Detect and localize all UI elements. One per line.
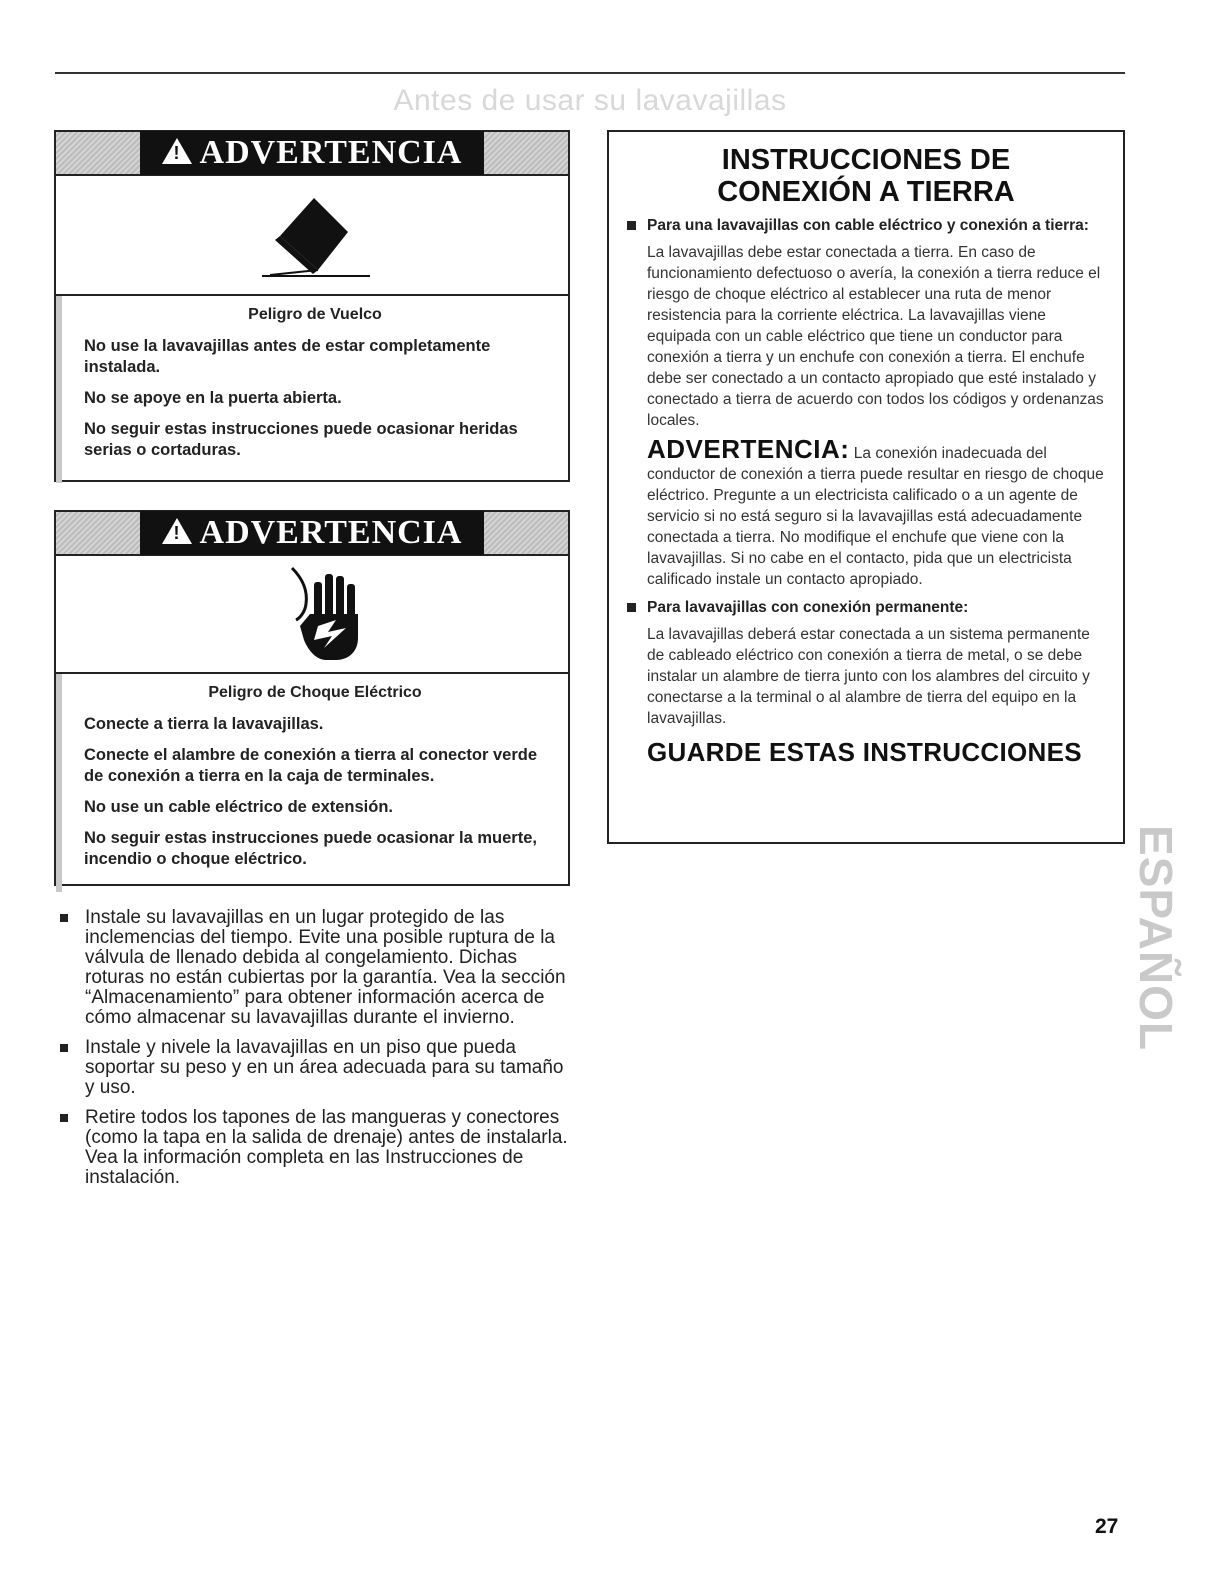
warning-line: No use un cable eléctrico de extensión.: [84, 798, 394, 816]
grounding-instructions-box: [607, 130, 1125, 844]
alert-triangle-icon: !: [162, 518, 192, 544]
list-item: Retire todos los tapones de las mangueras y conectores (como la tapa en la salida de drenaje) antes de instalarla. Vea la información completa en las Instrucciones de instalación.: [58, 1108, 578, 1188]
grounding-paragraph: La lavavajillas deberá estar conectada a un sistema permanente de cableado eléctrico con conexión a tierra de metal, o se debe instalar un alambre de tierra junto con los alambres del circuito y conectarse a la terminal o al alambre de tierra del equipo en la lavavajillas.: [647, 626, 1090, 727]
list-item: Instale y nivele la lavavajillas en un piso que pueda soportar su peso y en un área adecuada para su tamaño y uso.: [58, 1038, 578, 1098]
tip-over-hazard-icon: [56, 176, 572, 296]
top-rule: [55, 72, 1125, 74]
warning-box-tip-over: [54, 130, 570, 482]
warning-line: No se apoye en la puerta abierta.: [84, 389, 342, 407]
grounding-title: [625, 144, 1107, 208]
hazard-heading: Peligro de Choque Eléctrico: [208, 684, 422, 701]
language-side-tab: [1130, 820, 1183, 1055]
warning-text: [56, 674, 568, 892]
list-item: Instale su lavavajillas en un lugar protegido de las inclemencias del tiempo. Evite una posible ruptura de la válvula de llenado debida al congelamiento. Dichas roturas no están cubiertas por la garantía. Vea la sección “Almacenamiento” para obtener información acerca de cómo almacenar su lavavajillas durante el invierno.: [58, 908, 578, 1028]
warning-banner: [56, 512, 568, 556]
warning-line: No seguir estas instrucciones puede ocasionar la muerte, incendio o choque eléctrico.: [84, 829, 537, 868]
page-number: 27: [1095, 1515, 1119, 1538]
grounding-bullet: Para una lavavajillas con cable eléctrico y conexión a tierra:: [625, 216, 1107, 236]
hazard-heading: Peligro de Vuelco: [248, 306, 382, 323]
warning-text: [56, 296, 568, 483]
warning-banner: [56, 132, 568, 176]
warning-line: Conecte el alambre de conexión a tierra al conector verde de conexión a tierra en la caja de terminales.: [84, 746, 538, 785]
grounding-paragraph: La lavavajillas debe estar conectada a tierra. En caso de funcionamiento defectuoso o avería, la conexión a tierra reduce el riesgo de choque eléctrico al establecer una ruta de menor resistencia para la corriente eléctrica. La lavavajillas viene equipada con un cable eléctrico que tiene un conductor para conexión a tierra y un enchufe con conexión a tierra. El enchufe debe ser conectado a un contacto apropiado que esté instalado y conectado a tierra de acuerdo con todos los códigos y ordenanzas locales.: [647, 244, 1104, 429]
grounding-warning-text: La conexión inadecuada del conductor de conexión a tierra puede resultar en riesgo de choque eléctrico. Pregunte a un electricista calificado o a un agente de servicio si no está seguro si la lavavajillas está adecuadamente conectada a tierra. No modifique el enchufe que viene con la lavavajillas. Si no cabe en el contacto, pida que un electricista calificado instale un contacto apropiado.: [647, 445, 1104, 588]
page-title: Antes de usar su lavavajillas: [393, 84, 787, 117]
warning-box-electric-shock: [54, 510, 570, 886]
save-instructions-title: GUARDE ESTAS INSTRUCCIONES: [647, 737, 1082, 767]
language-label: ESPAÑOL: [1130, 824, 1183, 1051]
tip-icon-area: [56, 176, 568, 296]
grounding-warning-label: ADVERTENCIA:: [647, 434, 850, 464]
warning-line: Conecte a tierra la lavavajillas.: [84, 715, 324, 733]
alert-triangle-icon: !: [162, 138, 192, 164]
shock-icon-area: [56, 556, 568, 674]
grounding-bullet: Para lavavajillas con conexión permanente:: [625, 598, 1107, 618]
warning-line: No seguir estas instrucciones puede ocasionar heridas serias o cortaduras.: [84, 420, 518, 459]
grounding-title-line: INSTRUCCIONES DE: [721, 144, 1011, 176]
grounding-title-line: CONEXIÓN A TIERRA: [717, 176, 1015, 208]
grounding-warning: [625, 434, 1107, 590]
install-list: [58, 908, 578, 1198]
warning-banner-label: ADVERTENCIA: [199, 514, 463, 551]
warning-banner-label: ADVERTENCIA: [199, 134, 463, 171]
warning-line: No use la lavavajillas antes de estar completamente instalada.: [84, 337, 491, 376]
electric-shock-hand-icon: [56, 556, 572, 674]
